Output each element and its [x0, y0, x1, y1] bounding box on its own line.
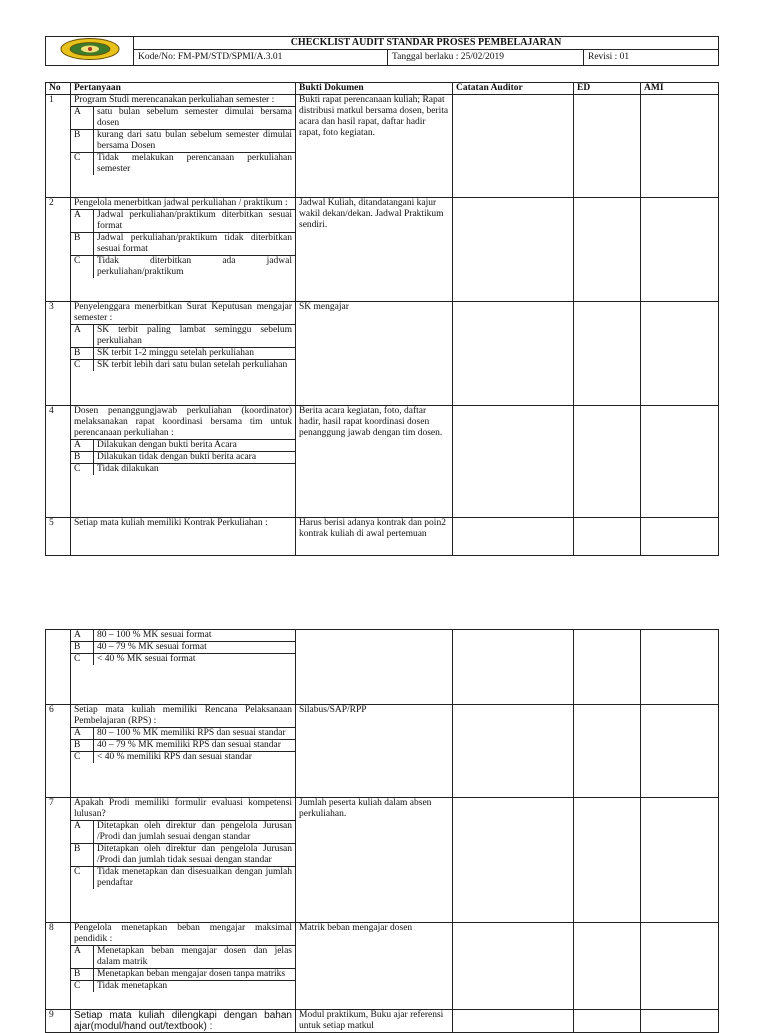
option-text: SK terbit paling lambat seminggu sebelum perkuliahan [94, 325, 296, 348]
option-text: Dilakukan dengan bukti berita Acara [94, 440, 296, 452]
ed-cell [574, 1010, 641, 1033]
evidence-cell: Berita acara kegiatan, foto, daftar hadir, hasil rapat koordinasi dosen penanggung jawab dengan tim dosen. [296, 406, 453, 518]
auditor-notes-cell [453, 923, 574, 1010]
evidence-cell [296, 630, 453, 705]
checklist-table-page-1 [45, 82, 719, 556]
option-letter: A [71, 325, 94, 348]
auditor-notes-cell [453, 1010, 574, 1033]
revision-number: Revisi : 01 [584, 49, 719, 65]
table-row [46, 630, 719, 705]
option-letter: B [71, 452, 94, 464]
ed-cell [574, 198, 641, 302]
question-cell [71, 923, 296, 1010]
option-letter: C [71, 981, 94, 993]
auditor-notes-cell [453, 95, 574, 198]
answer-option [71, 969, 295, 981]
option-letter: A [71, 728, 94, 740]
table-row [46, 798, 719, 923]
evidence-cell: Harus berisi adanya kontrak dan poin2 kontrak kuliah di awal pertemuan [296, 518, 453, 556]
answer-option [71, 728, 295, 740]
option-text: Menetapkan beban mengajar dosen dan jelas dalam matrik [94, 946, 296, 969]
document-code: Kode/No: FM-PM/STD/SPMI/A.3.01 [134, 49, 388, 65]
option-letter: B [71, 348, 94, 360]
question-text: Penyelenggara menerbitkan Surat Keputusan mengajar semester : [74, 302, 292, 323]
row-number: 3 [46, 302, 71, 406]
question-cell [71, 95, 296, 198]
option-letter: A [71, 946, 94, 969]
evidence-cell: Matrik beban mengajar dosen [296, 923, 453, 1010]
answer-option [71, 107, 295, 130]
question-cell [71, 198, 296, 302]
option-letter: C [71, 464, 94, 476]
ed-cell [574, 705, 641, 798]
answer-option [71, 946, 295, 969]
question-cell [71, 406, 296, 518]
option-text: Tidak diterbitkan ada jadwal perkuliahan/praktikum [94, 256, 296, 279]
ami-cell [641, 406, 719, 518]
ed-cell [574, 406, 641, 518]
option-text: Menetapkan beban mengajar dosen tanpa matriks [94, 969, 296, 981]
table-row [46, 923, 719, 1010]
document-title: CHECKLIST AUDIT STANDAR PROSES PEMBELAJARAN [134, 37, 719, 50]
auditor-notes-cell [453, 518, 574, 556]
auditor-notes-cell [453, 302, 574, 406]
question-cell [71, 630, 296, 705]
ed-cell [574, 95, 641, 198]
question-text: Setiap mata kuliah memiliki Rencana Pelaksanaan Pembelajaran (RPS) : [74, 705, 292, 726]
answer-option [71, 153, 295, 176]
table-row [46, 302, 719, 406]
question-text: Setiap mata kuliah dilengkapi dengan bahan ajar(modul/hand out/textbook) : [74, 1010, 292, 1032]
col-header-pertanyaan: Pertanyaan [71, 83, 296, 95]
question-cell [71, 518, 296, 556]
option-text: Tidak dilakukan [94, 464, 296, 476]
question-text: Program Studi merencanakan perkuliahan semester : [74, 95, 275, 105]
auditor-notes-cell [453, 406, 574, 518]
row-number: 1 [46, 95, 71, 198]
ami-cell [641, 705, 719, 798]
institution-logo [46, 37, 134, 66]
answer-option [71, 325, 295, 348]
question-text: Pengelola menerbitkan jadwal perkuliahan / praktikum : [74, 198, 288, 208]
auditor-notes-cell [453, 798, 574, 923]
ed-cell [574, 302, 641, 406]
row-number: 7 [46, 798, 71, 923]
question-cell [71, 798, 296, 923]
option-text: < 40 % MK sesuai format [94, 654, 296, 666]
option-letter: C [71, 256, 94, 279]
question-text: Pengelola menetapkan beban mengajar maksimal pendidik : [74, 923, 292, 944]
option-text: Jadwal perkuliahan/praktikum diterbitkan sesuai format [94, 210, 296, 233]
option-text: Tidak menetapkan dan disesuaikan dengan jumlah pendaftar [94, 867, 296, 890]
question-text: Dosen penanggungjawab perkuliahan (koordinator) melaksanakan rapat koordinasi bersama tim untuk perencanaan perkuliahan : [74, 406, 292, 438]
ed-cell [574, 798, 641, 923]
option-text: Tidak melakukan perencanaan perkuliahan semester [94, 153, 296, 176]
ami-cell [641, 1010, 719, 1033]
answer-option [71, 360, 295, 372]
option-text: Dilakukan tidak dengan bukti berita acara [94, 452, 296, 464]
option-text: 40 – 79 % MK memiliki RPS dan sesuai standar [94, 740, 296, 752]
option-text: < 40 % memiliki RPS dan sesuai standar [94, 752, 296, 764]
option-letter: B [71, 844, 94, 867]
question-cell [71, 302, 296, 406]
ami-cell [641, 518, 719, 556]
question-cell [71, 1010, 296, 1033]
ami-cell [641, 630, 719, 705]
table-row [46, 518, 719, 556]
ami-cell [641, 302, 719, 406]
row-number: 9 [46, 1010, 71, 1033]
answer-option [71, 654, 295, 666]
option-letter: A [71, 821, 94, 844]
option-letter: A [71, 630, 94, 642]
option-text: Tidak menetapkan [94, 981, 296, 993]
question-cell [71, 705, 296, 798]
option-text: 80 – 100 % MK sesuai format [97, 630, 212, 640]
answer-option [71, 642, 295, 654]
answer-option [71, 981, 295, 993]
table-row [46, 95, 719, 198]
ami-cell [641, 95, 719, 198]
row-number: 5 [46, 518, 71, 556]
row-number: 2 [46, 198, 71, 302]
table-row [46, 705, 719, 798]
answer-option [71, 256, 295, 279]
row-number: 6 [46, 705, 71, 798]
option-letter: C [71, 360, 94, 372]
evidence-cell: Jumlah peserta kuliah dalam absen perkuliahan. [296, 798, 453, 923]
answer-option [71, 867, 295, 890]
ed-cell [574, 923, 641, 1010]
answer-option [71, 752, 295, 764]
table-row [46, 1010, 719, 1033]
answer-option [71, 740, 295, 752]
ami-cell [641, 198, 719, 302]
ed-cell [574, 518, 641, 556]
answer-options [71, 820, 295, 889]
option-letter: C [71, 752, 94, 764]
option-text: Ditetapkan oleh direktur dan pengelola Jurusan /Prodi dan jumlah tidak sesuai dengan standar [94, 844, 296, 867]
answer-options [71, 630, 295, 665]
auditor-notes-cell [453, 630, 574, 705]
option-letter: C [71, 153, 94, 176]
option-letter: C [71, 867, 94, 890]
evidence-cell: Bukti rapat perencanaan kuliah; Rapat distribusi matkul bersama dosen, berita acara dan hasil rapat, daftar hadir rapat, foto kegiatan. [296, 95, 453, 198]
option-letter: B [71, 969, 94, 981]
answer-option [71, 821, 295, 844]
option-letter: B [71, 233, 94, 256]
answer-options [71, 727, 295, 763]
answer-option [71, 233, 295, 256]
question-text: Apakah Prodi memiliki formulir evaluasi kompetensi lulusan? [74, 798, 292, 819]
answer-option [71, 130, 295, 153]
option-text: SK terbit lebih dari satu bulan setelah perkuliahan [94, 360, 296, 372]
col-header-catatan: Catatan Auditor [453, 83, 574, 95]
answer-option [71, 210, 295, 233]
answer-option [71, 440, 295, 452]
col-header-bukti: Bukti Dokumen [296, 83, 453, 95]
option-letter: A [71, 210, 94, 233]
col-header-no: No [46, 83, 71, 95]
option-text: 40 – 79 % MK sesuai format [94, 642, 296, 654]
effective-date: Tanggal berlaku : 25/02/2019 [388, 49, 584, 65]
answer-option [71, 452, 295, 464]
option-letter: B [71, 740, 94, 752]
evidence-cell: Silabus/SAP/RPP [296, 705, 453, 798]
col-header-ami: AMI [641, 83, 719, 95]
row-number [46, 630, 71, 705]
table-row [46, 406, 719, 518]
row-number: 4 [46, 406, 71, 518]
evidence-cell: Jadwal Kuliah, ditandatangani kajur wakil dekan/dekan. Jadwal Praktikum sendiri. [296, 198, 453, 302]
option-letter: A [71, 440, 94, 452]
option-text: 80 – 100 % MK memiliki RPS dan sesuai standar [94, 728, 296, 740]
evidence-cell: Modul praktikum, Buku ajar referensi untuk setiap matkul [296, 1010, 453, 1033]
option-text: Jadwal perkuliahan/praktikum tidak diterbitkan sesuai format [94, 233, 296, 256]
checklist-table-page-2 [45, 629, 719, 1033]
answer-option [71, 464, 295, 476]
answer-options [71, 324, 295, 371]
answer-option [71, 348, 295, 360]
ami-cell [641, 798, 719, 923]
question-text: Setiap mata kuliah memiliki Kontrak Perkuliahan : [74, 518, 268, 528]
answer-options [71, 106, 295, 175]
row-number: 8 [46, 923, 71, 1010]
logo-emblem-icon [59, 37, 121, 61]
answer-options [71, 945, 295, 992]
option-letter: A [71, 107, 94, 130]
ami-cell [641, 923, 719, 1010]
col-header-ed: ED [574, 83, 641, 95]
option-letter: B [71, 130, 94, 153]
answer-option [71, 844, 295, 867]
answer-options [71, 209, 295, 278]
answer-option [71, 630, 295, 642]
option-text: SK terbit 1-2 minggu setelah perkuliahan [94, 348, 296, 360]
option-letter: B [71, 642, 94, 654]
auditor-notes-cell [453, 705, 574, 798]
option-letter: C [71, 654, 94, 666]
option-text: satu bulan sebelum semester dimulai bersama dosen [94, 107, 296, 130]
answer-options [71, 439, 295, 475]
option-text: kurang dari satu bulan sebelum semester dimulai bersama Dosen [94, 130, 296, 153]
ed-cell [574, 630, 641, 705]
document-header [45, 36, 719, 66]
auditor-notes-cell [453, 198, 574, 302]
evidence-cell: SK mengajar [296, 302, 453, 406]
table-row [46, 198, 719, 302]
option-text: Ditetapkan oleh direktur dan pengelola Jurusan /Prodi dan jumlah sesuai dengan standar [94, 821, 296, 844]
